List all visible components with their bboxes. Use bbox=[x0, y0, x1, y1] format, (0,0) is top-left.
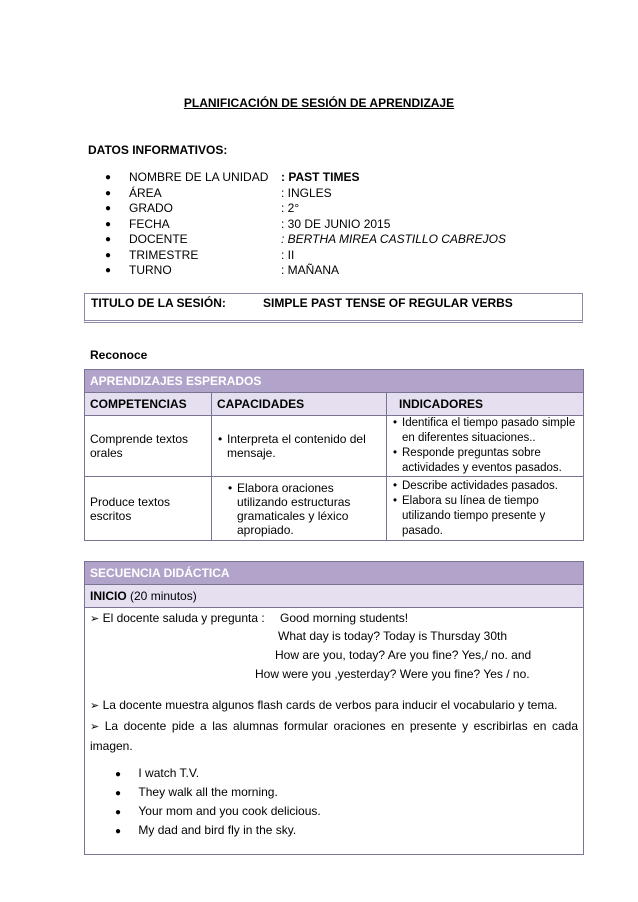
info-value: : PAST TIMES bbox=[281, 170, 360, 184]
info-label: DOCENTE bbox=[129, 232, 188, 246]
step3-line bbox=[90, 717, 578, 756]
example-item bbox=[115, 766, 199, 780]
example-text: My dad and bird fly in the sky. bbox=[138, 823, 297, 837]
bullet-icon: ● bbox=[105, 172, 112, 183]
column-header: COMPETENCIAS bbox=[85, 393, 212, 416]
arrow-bullet-icon: ➢ bbox=[90, 700, 100, 712]
example-item bbox=[115, 804, 321, 818]
greeting-lead-line bbox=[90, 611, 265, 625]
competencia-cell: Produce textos escritos bbox=[85, 477, 212, 541]
info-value: : 30 DE JUNIO 2015 bbox=[281, 216, 391, 231]
reconoce-label: Reconoce bbox=[90, 348, 148, 362]
bullet-icon: ● bbox=[115, 826, 122, 837]
bullet-icon: ● bbox=[105, 234, 112, 245]
inicio-row bbox=[85, 585, 584, 608]
datos-heading: DATOS INFORMATIVOS: bbox=[88, 143, 228, 157]
secuencia-table bbox=[84, 561, 584, 855]
bullet-icon: ● bbox=[115, 769, 122, 780]
arrow-bullet-icon: ➢ bbox=[90, 613, 100, 625]
titulo-sesion-box bbox=[84, 293, 583, 323]
capacidad-item: • Elabora oraciones utilizando estructuras gramaticales y léxico apropiado. bbox=[237, 481, 381, 537]
example-item bbox=[115, 823, 296, 837]
info-label: FECHA bbox=[129, 216, 170, 231]
info-row-fecha bbox=[105, 217, 585, 233]
aprendizajes-table bbox=[84, 369, 584, 541]
inicio-time: (20 minutos) bbox=[130, 589, 197, 603]
column-header: CAPACIDADES bbox=[212, 393, 387, 416]
example-item bbox=[115, 785, 278, 799]
bullet-icon: ● bbox=[105, 265, 112, 276]
indicador-item: • Elabora su línea de tiempo utilizando tiempo presente y pasado. bbox=[402, 494, 578, 539]
info-row-unidad bbox=[105, 170, 585, 186]
step3-text: La docente pide a las alumnas formular oraciones en presente y escribirlas en cada imagen. bbox=[90, 719, 578, 753]
example-text: Your mom and you cook delicious. bbox=[138, 804, 321, 818]
info-row-turno bbox=[105, 263, 585, 279]
table-row bbox=[85, 416, 584, 477]
inicio-label: INICIO bbox=[90, 589, 127, 603]
greeting-lead: El docente saluda y pregunta : bbox=[102, 611, 265, 625]
secuencia-heading: SECUENCIA DIDÁCTICA bbox=[85, 562, 584, 585]
indicadores-cell bbox=[387, 416, 584, 477]
greeting-line: What day is today? Today is Thursday 30th bbox=[278, 629, 508, 643]
secuencia-body bbox=[85, 608, 584, 855]
table-row bbox=[85, 477, 584, 541]
bullet-icon: ● bbox=[115, 807, 122, 818]
info-label: ÁREA bbox=[129, 185, 162, 200]
info-value: : BERTHA MIREA CASTILLO CABREJOS bbox=[281, 232, 506, 246]
arrow-bullet-icon: ➢ bbox=[90, 721, 100, 733]
competencia-cell: Comprende textos orales bbox=[85, 416, 212, 477]
bullet-icon: ● bbox=[115, 788, 122, 799]
info-label: TRIMESTRE bbox=[129, 247, 199, 262]
bullet-icon: ● bbox=[105, 187, 112, 199]
greeting-line: How are you, today? Are you fine? Yes,/ no. and bbox=[275, 648, 532, 662]
indicador-item: • Describe actividades pasados. bbox=[402, 479, 578, 494]
indicadores-cell bbox=[387, 477, 584, 541]
info-row-trimestre bbox=[105, 248, 585, 264]
greeting-line: How were you ,yesterday? Were you fine? Yes / no. bbox=[255, 667, 530, 681]
titulo-label: TITULO DE LA SESIÓN: bbox=[91, 296, 226, 310]
capacidad-item: • Interpreta el contenido del mensaje. bbox=[227, 432, 381, 460]
page-title: PLANIFICACIÓN DE SESIÓN DE APRENDIZAJE bbox=[183, 96, 455, 110]
titulo-value: SIMPLE PAST TENSE OF REGULAR VERBS bbox=[263, 296, 513, 310]
bullet-icon: ● bbox=[105, 203, 112, 214]
info-label: NOMBRE DE LA UNIDAD bbox=[129, 170, 269, 184]
indicador-item: • Identifica el tiempo pasado simple en diferentes situaciones.. bbox=[402, 416, 578, 446]
step2-text: La docente muestra algunos flash cards de verbos para inducir el vocabulario y tema. bbox=[102, 698, 558, 712]
info-value: : II bbox=[281, 247, 295, 262]
capacidad-cell bbox=[212, 477, 387, 541]
info-list bbox=[105, 170, 585, 279]
info-value: : 2° bbox=[281, 201, 300, 215]
bullet-icon: ● bbox=[105, 218, 112, 230]
aprendizajes-heading: APRENDIZAJES ESPERADOS bbox=[85, 370, 584, 393]
info-value: : INGLES bbox=[281, 185, 332, 200]
capacidad-cell bbox=[212, 416, 387, 477]
greeting-line: Good morning students! bbox=[280, 611, 409, 625]
indicador-item: • Responde preguntas sobre actividades y eventos pasados. bbox=[402, 446, 578, 476]
step2-line bbox=[90, 698, 557, 712]
example-text: They walk all the morning. bbox=[138, 785, 278, 799]
column-header: INDICADORES bbox=[387, 393, 584, 416]
bullet-icon: ● bbox=[105, 249, 112, 261]
info-row-docente bbox=[105, 232, 585, 248]
info-label: TURNO bbox=[129, 263, 172, 277]
example-text: I watch T.V. bbox=[138, 766, 200, 780]
info-value: : MAÑANA bbox=[281, 263, 340, 277]
info-row-grado bbox=[105, 201, 585, 217]
info-row-area bbox=[105, 186, 585, 202]
info-label: GRADO bbox=[129, 201, 174, 215]
